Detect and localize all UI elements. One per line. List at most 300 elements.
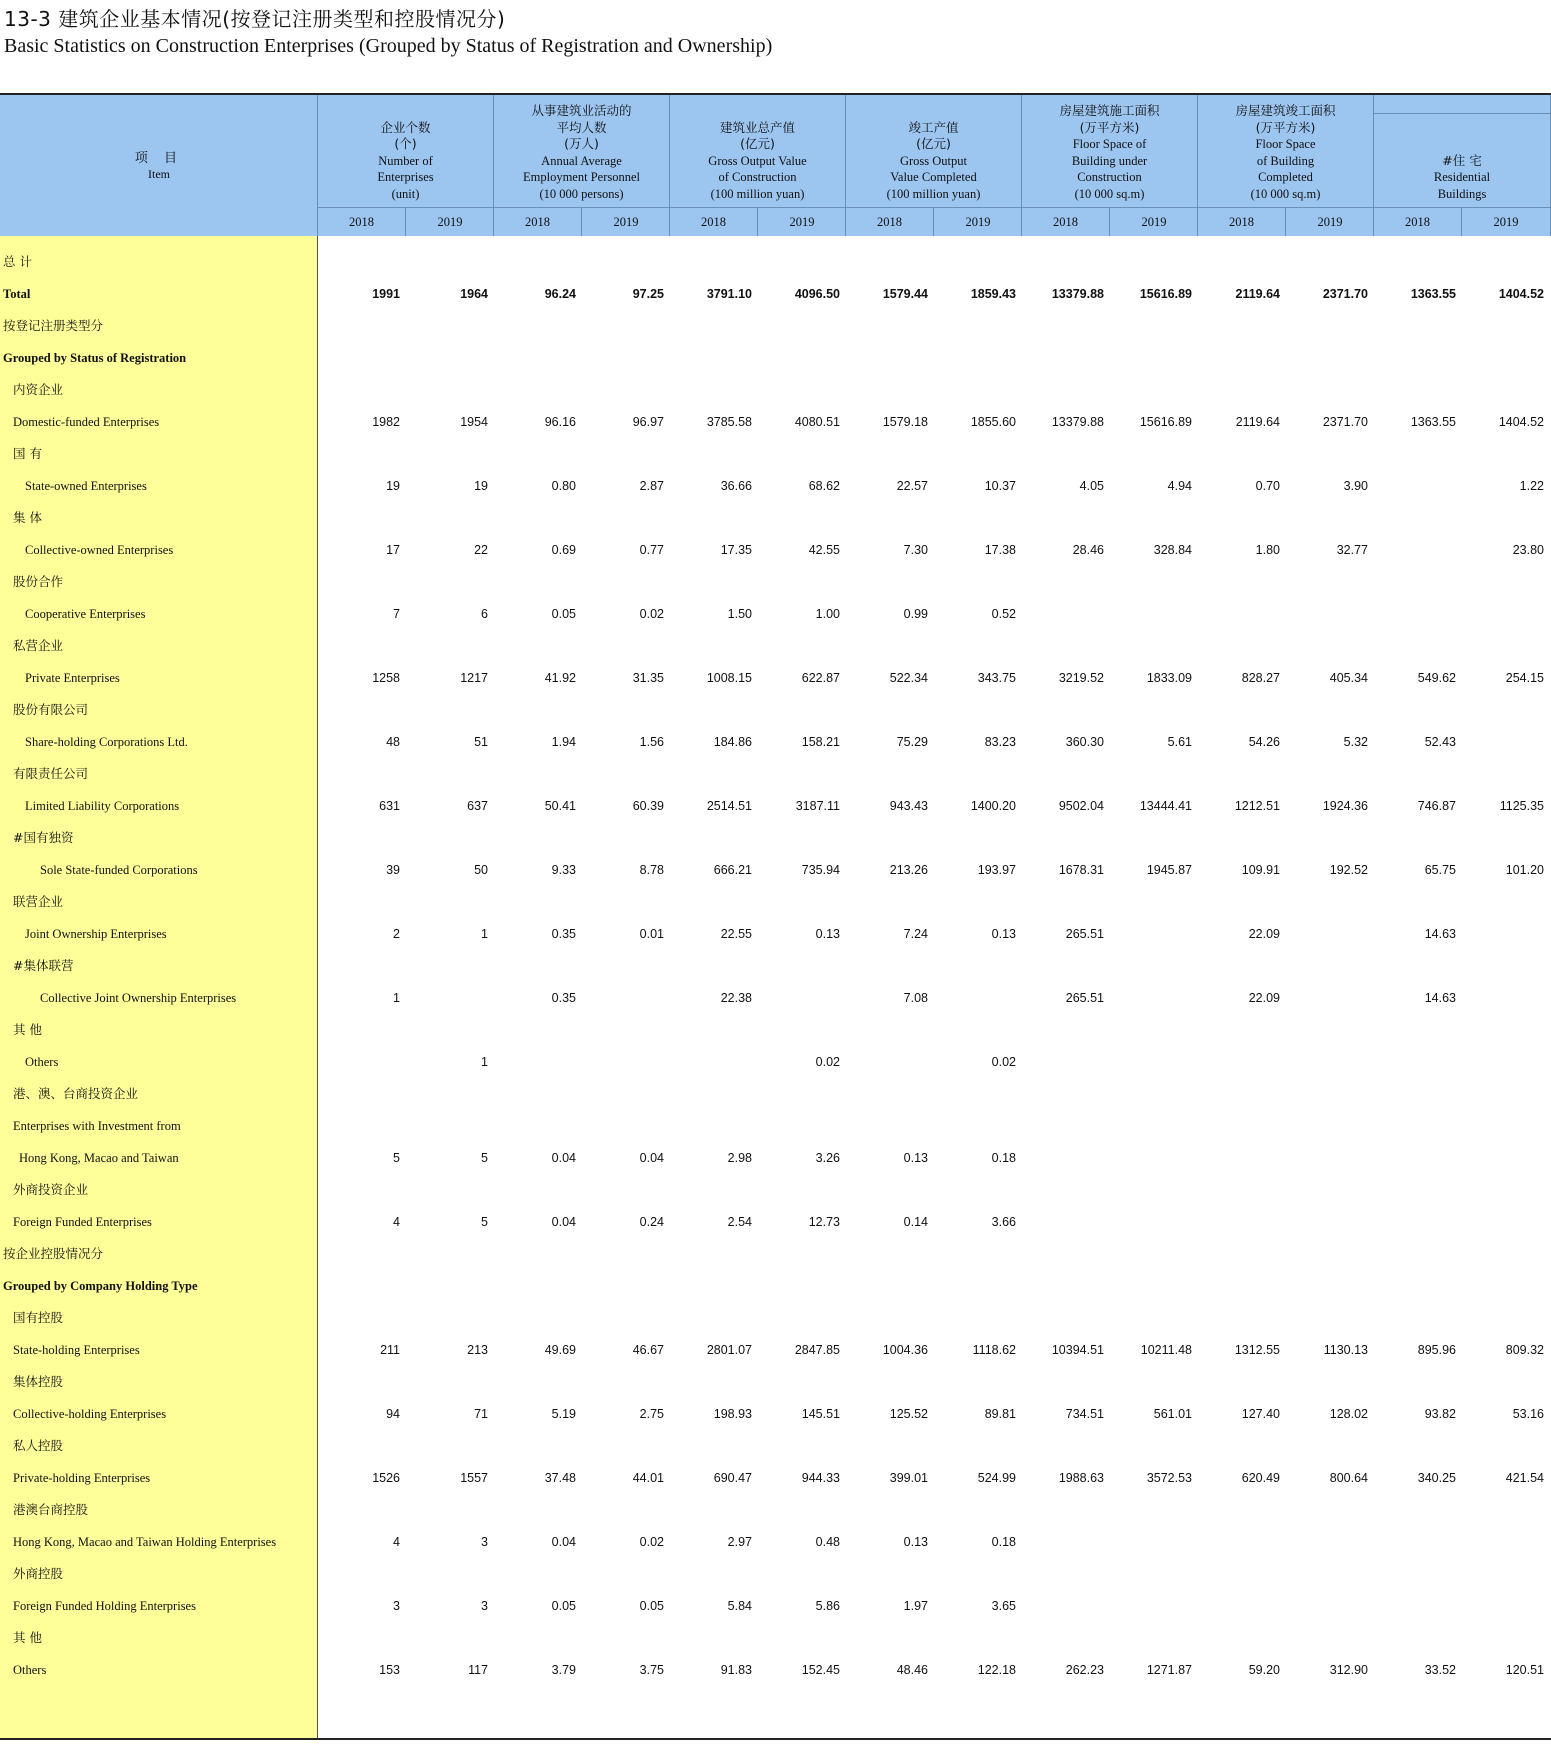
table-cell bbox=[1288, 1590, 1368, 1622]
table-cell: 1954 bbox=[460, 415, 488, 429]
table-cell: 0.24 bbox=[639, 1215, 664, 1229]
table-cell: 211 bbox=[380, 1343, 400, 1357]
table-cell bbox=[1112, 982, 1192, 1014]
table-cell: 735.94 bbox=[801, 863, 840, 877]
column-group-header bbox=[1198, 95, 1374, 236]
table-cell: 360.30 bbox=[1065, 735, 1104, 749]
table-cell: 83.23 bbox=[984, 735, 1016, 749]
column-group-label-line: Gross Output Value bbox=[708, 153, 807, 168]
table-cell: 2371.70 bbox=[1322, 415, 1368, 429]
table-cell: 1363.55 bbox=[1410, 287, 1456, 301]
column-group-label-line: 平均人数 bbox=[556, 119, 607, 135]
table-row bbox=[0, 1366, 1551, 1398]
year-header: 2018 bbox=[846, 208, 934, 236]
table-cell: 2 bbox=[393, 927, 400, 941]
table-row bbox=[0, 1462, 1551, 1494]
row-label: 股份有限公司 bbox=[13, 702, 89, 717]
table-row bbox=[0, 1430, 1551, 1462]
row-label: Foreign Funded Enterprises bbox=[13, 1215, 152, 1229]
table-cell bbox=[1376, 470, 1456, 502]
column-group-header bbox=[1374, 95, 1551, 236]
table-cell: 1363.55 bbox=[1410, 415, 1456, 429]
table-cell: 2847.85 bbox=[794, 1343, 840, 1357]
table-cell bbox=[1024, 1206, 1104, 1238]
table-cell bbox=[760, 982, 840, 1014]
row-label: Collective-owned Enterprises bbox=[25, 543, 174, 557]
column-group-label-line: Value Completed bbox=[890, 170, 977, 184]
table-cell: 39 bbox=[386, 863, 400, 877]
table-cell: 7 bbox=[393, 607, 400, 621]
column-group-header bbox=[494, 95, 670, 236]
table-cell: 522.34 bbox=[889, 671, 928, 685]
column-group-label-line: 从事建筑业活动的 bbox=[531, 103, 632, 118]
table-cell: 265.51 bbox=[1065, 991, 1104, 1005]
table-cell: 1982 bbox=[372, 415, 400, 429]
table-cell: 9.33 bbox=[551, 863, 576, 877]
row-label: Grouped by Company Holding Type bbox=[3, 1279, 198, 1293]
table-cell: 549.62 bbox=[1417, 671, 1456, 685]
table-row bbox=[0, 1046, 1551, 1078]
table-cell: 6 bbox=[481, 607, 488, 621]
table-cell bbox=[1024, 1590, 1104, 1622]
table-row bbox=[0, 470, 1551, 502]
table-cell: 3.90 bbox=[1343, 479, 1368, 493]
table-cell bbox=[1112, 598, 1192, 630]
table-cell: 2119.64 bbox=[1235, 415, 1280, 429]
table-cell: 561.01 bbox=[1153, 1407, 1192, 1421]
table-cell: 46.67 bbox=[632, 1343, 664, 1357]
table-row bbox=[0, 598, 1551, 630]
table-cell: 343.75 bbox=[977, 671, 1016, 685]
table-cell: 7.08 bbox=[903, 991, 928, 1005]
subcolumn-rule bbox=[1374, 113, 1550, 114]
column-group-label-line: (万平方米) bbox=[1079, 119, 1140, 135]
column-group-label bbox=[670, 120, 845, 203]
column-group-label-line: 房屋建筑施工面积 bbox=[1059, 103, 1160, 118]
table-cell: 96.97 bbox=[632, 415, 664, 429]
table-cell: 122.18 bbox=[977, 1663, 1016, 1677]
table-cell: 3.65 bbox=[991, 1599, 1016, 1613]
table-cell bbox=[584, 1046, 664, 1078]
year-header: 2019 bbox=[1493, 215, 1519, 229]
table-cell: 2.97 bbox=[727, 1535, 752, 1549]
table-cell bbox=[1376, 1206, 1456, 1238]
table-cell bbox=[1376, 1142, 1456, 1174]
table-cell: 15616.89 bbox=[1139, 287, 1192, 301]
row-label: 按登记注册类型分 bbox=[3, 318, 104, 333]
table-cell: 14.63 bbox=[1424, 991, 1456, 1005]
year-row bbox=[846, 207, 1021, 236]
year-row bbox=[494, 207, 669, 236]
table-cell: 1579.18 bbox=[882, 415, 928, 429]
table-cell: 0.04 bbox=[551, 1535, 576, 1549]
table-cell bbox=[848, 1046, 928, 1078]
table-row bbox=[0, 1590, 1551, 1622]
column-group-label-line: Construction bbox=[1077, 170, 1142, 184]
table-title-en: Basic Statistics on Construction Enterprises (Grouped by Status of Registration and Ownership) bbox=[4, 35, 773, 57]
table-row bbox=[0, 278, 1551, 310]
table-cell: 2119.64 bbox=[1235, 287, 1280, 301]
column-group-label-line: Completed bbox=[1258, 170, 1313, 184]
row-label: Others bbox=[25, 1055, 59, 1069]
table-cell: 53.16 bbox=[1512, 1407, 1544, 1421]
column-group-label-line: (100 million yuan) bbox=[886, 186, 981, 201]
table-cell: 2.98 bbox=[727, 1151, 752, 1165]
year-header: 2019 bbox=[1141, 215, 1167, 229]
table-cell: 0.04 bbox=[639, 1151, 664, 1165]
table-row bbox=[0, 726, 1551, 758]
table-cell: 52.43 bbox=[1424, 735, 1456, 749]
table-row bbox=[0, 342, 1551, 374]
row-label: Hong Kong, Macao and Taiwan Holding Enterprises bbox=[13, 1535, 277, 1549]
table-row bbox=[0, 406, 1551, 438]
table-cell: 4.94 bbox=[1167, 479, 1192, 493]
table-cell: 734.51 bbox=[1065, 1407, 1104, 1421]
table-cell: 12.73 bbox=[808, 1215, 840, 1229]
year-header: 2018 bbox=[318, 208, 406, 236]
table-row bbox=[0, 1398, 1551, 1430]
row-label: 按企业控股情况分 bbox=[3, 1246, 104, 1261]
table-cell: 193.97 bbox=[977, 863, 1016, 877]
column-group-label-line: (10 000 persons) bbox=[539, 186, 624, 201]
table-cell: 22.09 bbox=[1248, 927, 1280, 941]
table-cell: 254.15 bbox=[1505, 671, 1544, 685]
row-label: State-owned Enterprises bbox=[25, 479, 147, 493]
table-cell: 1.50 bbox=[727, 607, 752, 621]
table-cell: 117 bbox=[468, 1663, 488, 1677]
table-cell: 1404.52 bbox=[1498, 415, 1544, 429]
year-header: 2018 bbox=[1198, 208, 1286, 236]
table-cell: 17 bbox=[386, 543, 400, 557]
table-title-cn: 13-3 建筑企业基本情况(按登记注册类型和控股情况分) bbox=[4, 7, 506, 31]
table-cell bbox=[1200, 1046, 1280, 1078]
table-cell: 828.27 bbox=[1241, 671, 1280, 685]
table-cell: 3 bbox=[393, 1599, 400, 1613]
table-cell: 14.63 bbox=[1424, 927, 1456, 941]
table-cell: 128.02 bbox=[1329, 1407, 1368, 1421]
column-group-label-line: Buildings bbox=[1437, 186, 1487, 201]
table-cell: 0.13 bbox=[815, 927, 840, 941]
column-group-label-line: Gross Output bbox=[899, 153, 968, 168]
table-cell: 0.52 bbox=[991, 607, 1016, 621]
table-cell bbox=[672, 1046, 752, 1078]
year-header: 2018 bbox=[494, 208, 582, 236]
table-cell: 0.77 bbox=[639, 543, 664, 557]
table-row bbox=[0, 1078, 1551, 1110]
table-cell: 17.38 bbox=[984, 543, 1016, 557]
table-cell: 22 bbox=[474, 543, 488, 557]
table-cell bbox=[1200, 1590, 1280, 1622]
table-cell bbox=[496, 1046, 576, 1078]
table-cell: 32.77 bbox=[1336, 543, 1368, 557]
row-label: Grouped by Status of Registration bbox=[3, 351, 187, 365]
table-cell: 0.99 bbox=[903, 607, 928, 621]
table-cell: 89.81 bbox=[984, 1407, 1016, 1421]
table-row bbox=[0, 630, 1551, 662]
table-cell: 622.87 bbox=[801, 671, 840, 685]
year-row bbox=[670, 207, 845, 236]
table-row bbox=[0, 1558, 1551, 1590]
table-cell: 1.97 bbox=[903, 1599, 928, 1613]
table-cell: 101.20 bbox=[1505, 863, 1544, 877]
table-cell: 5.32 bbox=[1343, 735, 1368, 749]
table-row bbox=[0, 758, 1551, 790]
table-cell: 4.05 bbox=[1079, 479, 1104, 493]
table-cell: 15616.89 bbox=[1139, 415, 1192, 429]
table-cell: 22.57 bbox=[896, 479, 928, 493]
column-group-label bbox=[1022, 103, 1197, 202]
table-cell: 1833.09 bbox=[1146, 671, 1192, 685]
row-label: 总 计 bbox=[3, 254, 32, 269]
table-cell: 421.54 bbox=[1505, 1471, 1544, 1485]
row-label: 国有控股 bbox=[13, 1310, 64, 1325]
table-cell: 1.00 bbox=[815, 607, 840, 621]
table-cell: 7.30 bbox=[903, 543, 928, 557]
table-cell: 3 bbox=[481, 1599, 488, 1613]
table-cell bbox=[1288, 598, 1368, 630]
table-cell: 50 bbox=[474, 863, 488, 877]
table-cell: 125.52 bbox=[889, 1407, 928, 1421]
column-group-label-line: Residential bbox=[1433, 170, 1491, 184]
table-cell bbox=[1288, 1206, 1368, 1238]
table-cell: 213 bbox=[467, 1343, 488, 1357]
table-cell bbox=[1112, 1526, 1192, 1558]
table-header bbox=[0, 95, 1551, 236]
table-body bbox=[0, 236, 1551, 1738]
table-cell: 2514.51 bbox=[706, 799, 752, 813]
table-row bbox=[0, 1334, 1551, 1366]
column-group-label bbox=[1374, 153, 1550, 203]
table-row bbox=[0, 822, 1551, 854]
table-cell: 1859.43 bbox=[970, 287, 1016, 301]
row-label: 港、澳、台商投资企业 bbox=[13, 1086, 139, 1101]
table-cell: 41.92 bbox=[544, 671, 576, 685]
table-cell bbox=[1464, 1526, 1544, 1558]
table-row bbox=[0, 1494, 1551, 1526]
table-cell: 399.01 bbox=[889, 1471, 928, 1485]
item-header bbox=[0, 95, 318, 236]
table-cell: 22.09 bbox=[1248, 991, 1280, 1005]
table-cell bbox=[1376, 1046, 1456, 1078]
table-row bbox=[0, 1142, 1551, 1174]
row-label: Share-holding Corporations Ltd. bbox=[25, 735, 188, 749]
table-row bbox=[0, 694, 1551, 726]
table-cell: 2.75 bbox=[639, 1407, 664, 1421]
table-cell: 1008.15 bbox=[706, 671, 752, 685]
table-row bbox=[0, 662, 1551, 694]
table-cell bbox=[1288, 1142, 1368, 1174]
table-cell bbox=[1200, 1142, 1280, 1174]
row-label: 股份合作 bbox=[13, 574, 64, 589]
column-group-label-line: of Construction bbox=[718, 170, 797, 184]
item-header-cn: 项 目 bbox=[134, 151, 184, 166]
row-label: 内资企业 bbox=[13, 382, 64, 397]
table-cell: 3.79 bbox=[551, 1663, 576, 1677]
table-cell: 524.99 bbox=[977, 1471, 1016, 1485]
column-group-label-line: 竣工产值 bbox=[908, 119, 959, 135]
table-cell: 405.34 bbox=[1329, 671, 1368, 685]
table-cell: 0.05 bbox=[551, 607, 576, 621]
table-cell: 0.69 bbox=[551, 543, 576, 557]
table-cell: 1991 bbox=[372, 287, 400, 301]
table-cell bbox=[408, 982, 488, 1014]
column-group-label-line: Enterprises bbox=[377, 170, 434, 184]
table-cell: 42.55 bbox=[808, 543, 840, 557]
table-cell: 5 bbox=[481, 1151, 488, 1165]
table-cell: 1 bbox=[393, 991, 400, 1005]
table-row bbox=[0, 534, 1551, 566]
table-cell bbox=[1200, 598, 1280, 630]
table-cell: 0.01 bbox=[639, 927, 664, 941]
table-cell: 71 bbox=[474, 1407, 488, 1421]
row-label: Others bbox=[13, 1663, 47, 1677]
row-label: Collective-holding Enterprises bbox=[13, 1407, 167, 1421]
table-cell: 0.13 bbox=[903, 1151, 928, 1165]
column-group-header bbox=[318, 95, 494, 236]
table-cell: 1 bbox=[481, 927, 488, 941]
table-row bbox=[0, 566, 1551, 598]
table-cell bbox=[936, 982, 1016, 1014]
row-label: 港澳台商控股 bbox=[13, 1502, 89, 1517]
table-cell: 0.02 bbox=[815, 1055, 840, 1069]
table-cell: 3 bbox=[481, 1535, 488, 1549]
table-cell: 19 bbox=[386, 479, 400, 493]
table-cell bbox=[1200, 1206, 1280, 1238]
table-cell bbox=[1376, 534, 1456, 566]
column-group-label-line: (10 000 sq.m) bbox=[1074, 186, 1145, 201]
table-cell bbox=[1112, 918, 1192, 950]
table-cell: 620.49 bbox=[1241, 1471, 1280, 1485]
table-cell: 895.96 bbox=[1417, 1343, 1456, 1357]
row-label: 国 有 bbox=[13, 446, 42, 461]
column-group-label-line: Annual Average bbox=[541, 153, 622, 168]
table-row bbox=[0, 1206, 1551, 1238]
table-cell: 1118.62 bbox=[972, 1343, 1016, 1357]
table-cell: 0.48 bbox=[815, 1535, 840, 1549]
row-label: 其 他 bbox=[13, 1630, 42, 1645]
table-cell: 0.02 bbox=[991, 1055, 1016, 1069]
table-cell: 4096.50 bbox=[794, 287, 840, 301]
row-label: State-holding Enterprises bbox=[13, 1343, 140, 1357]
table-cell: 17.35 bbox=[720, 543, 752, 557]
table-cell: 3785.58 bbox=[706, 415, 752, 429]
column-group-label bbox=[494, 103, 669, 202]
table-cell bbox=[1288, 1046, 1368, 1078]
table-row bbox=[0, 1302, 1551, 1334]
table-cell: 1004.36 bbox=[882, 1343, 928, 1357]
column-group-label-line: (万人) bbox=[564, 136, 599, 151]
table-cell: 4080.51 bbox=[794, 415, 840, 429]
table-cell: 1125.35 bbox=[1499, 799, 1544, 813]
column-group-header bbox=[670, 95, 846, 236]
table-cell: 1212.51 bbox=[1234, 799, 1280, 813]
table-cell: 0.02 bbox=[639, 607, 664, 621]
table-cell: 0.14 bbox=[903, 1215, 928, 1229]
column-group-label-line: Employment Personnel bbox=[523, 170, 640, 184]
table-cell: 51 bbox=[474, 735, 488, 749]
table-row bbox=[0, 1110, 1551, 1142]
row-label: Sole State-funded Corporations bbox=[40, 863, 198, 877]
table-cell: 0.02 bbox=[639, 1535, 664, 1549]
table-cell bbox=[1112, 1142, 1192, 1174]
table-cell: 213.26 bbox=[889, 863, 928, 877]
table-cell bbox=[1024, 1526, 1104, 1558]
table-cell: 192.52 bbox=[1329, 863, 1368, 877]
table-cell: 1557 bbox=[460, 1471, 488, 1485]
table-cell: 60.39 bbox=[632, 799, 664, 813]
column-group-label-line: (unit) bbox=[391, 186, 420, 201]
table-row bbox=[0, 886, 1551, 918]
table-cell: 3572.53 bbox=[1146, 1471, 1192, 1485]
table-cell: 3219.52 bbox=[1058, 671, 1104, 685]
column-group-header bbox=[846, 95, 1022, 236]
column-group-label-line: 企业个数 bbox=[380, 119, 431, 135]
table-cell: 44.01 bbox=[632, 1471, 664, 1485]
row-label: 集 体 bbox=[13, 510, 42, 525]
table-cell: 2.87 bbox=[639, 479, 664, 493]
row-label: 外商控股 bbox=[13, 1566, 64, 1581]
year-header: 2019 bbox=[789, 215, 815, 229]
table-cell: 153 bbox=[379, 1663, 400, 1677]
row-label: #国有独资 bbox=[13, 830, 74, 845]
column-group-label-line: (万平方米) bbox=[1255, 119, 1316, 135]
table-cell: 184.86 bbox=[713, 735, 752, 749]
table-cell: 75.29 bbox=[896, 735, 928, 749]
table-cell: 666.21 bbox=[713, 863, 752, 877]
table-cell: 3.26 bbox=[815, 1151, 840, 1165]
row-label: 外商投资企业 bbox=[13, 1182, 89, 1197]
table-cell bbox=[1464, 918, 1544, 950]
column-group-label bbox=[318, 120, 493, 203]
table-cell: 1217 bbox=[460, 671, 488, 685]
row-label: Foreign Funded Holding Enterprises bbox=[13, 1599, 196, 1613]
table-cell: 7.24 bbox=[903, 927, 928, 941]
table-cell: 3187.11 bbox=[795, 799, 840, 813]
table-cell: 1400.20 bbox=[970, 799, 1016, 813]
table-cell: 2371.70 bbox=[1322, 287, 1368, 301]
column-group-label-line: (亿元) bbox=[740, 136, 775, 151]
column-group-label bbox=[1198, 103, 1373, 202]
bottom-rule bbox=[0, 1738, 1551, 1740]
column-group-label-line: Building under bbox=[1071, 153, 1148, 168]
table-cell: 0.35 bbox=[551, 991, 576, 1005]
table-cell: 152.45 bbox=[801, 1663, 840, 1677]
table-cell: 0.80 bbox=[551, 479, 576, 493]
table-cell: 13379.88 bbox=[1051, 415, 1104, 429]
table-cell: 1988.63 bbox=[1058, 1471, 1104, 1485]
table-row bbox=[0, 374, 1551, 406]
table-cell: 37.48 bbox=[544, 1471, 576, 1485]
row-label: 私营企业 bbox=[13, 638, 64, 653]
table-row bbox=[0, 502, 1551, 534]
table-cell: 109.91 bbox=[1241, 863, 1280, 877]
table-cell bbox=[1200, 1526, 1280, 1558]
table-cell: 28.46 bbox=[1072, 543, 1104, 557]
table-cell bbox=[1464, 1206, 1544, 1238]
table-row bbox=[0, 950, 1551, 982]
row-label: #集体联营 bbox=[13, 958, 74, 973]
table-cell: 5.61 bbox=[1167, 735, 1192, 749]
year-header: 2019 bbox=[437, 215, 463, 229]
column-group-label-line: (10 000 sq.m) bbox=[1250, 186, 1321, 201]
table-cell: 1945.87 bbox=[1146, 863, 1192, 877]
table-row bbox=[0, 246, 1551, 278]
table-cell: 328.84 bbox=[1153, 543, 1192, 557]
table-row bbox=[0, 1526, 1551, 1558]
table-cell: 4 bbox=[393, 1535, 400, 1549]
column-group-label-line: 房屋建筑竣工面积 bbox=[1235, 103, 1336, 118]
table-cell: 1.80 bbox=[1255, 543, 1280, 557]
